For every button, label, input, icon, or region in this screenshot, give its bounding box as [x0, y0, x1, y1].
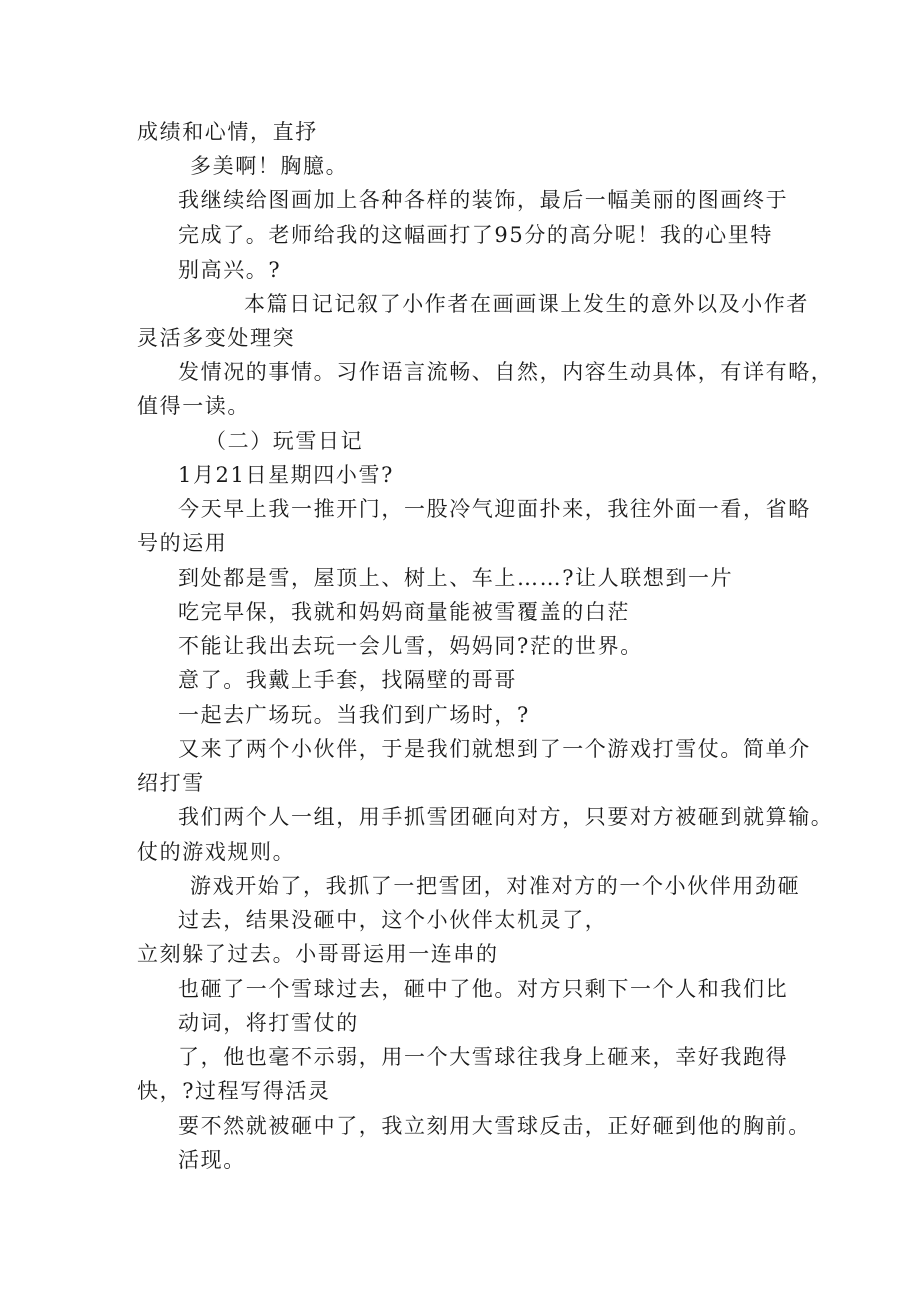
text-line: 仗的游戏规则。: [137, 840, 296, 864]
text-line: 多美啊！胸臆。: [190, 154, 349, 178]
text-line: 又来了两个小伙伴，于是我们就想到了一个游戏打雪仗。简单介: [178, 737, 811, 761]
text-line: 我们两个人一组，用手抓雪团砸向对方，只要对方被砸到就算输。: [178, 805, 834, 829]
text-line: 成绩和心情，直抒: [137, 120, 318, 144]
text-line: 游戏开始了，我抓了一把雪团，对准对方的一个小伙伴用劲砸: [190, 874, 801, 898]
text-line: 发情况的事情。习作语言流畅、自然，内容生动具体，有详有略，: [178, 360, 834, 384]
text-line: 完成了。老师给我的这幅画打了95分的高分呢！我的心里特: [178, 223, 773, 247]
text-line: 也砸了一个雪球过去，砸中了他。对方只剩下一个人和我们比: [178, 977, 789, 1001]
text-line: 一起去广场玩。当我们到广场时，?: [178, 703, 530, 727]
text-line: 活现。: [178, 1148, 246, 1172]
text-line: 动词，将打雪仗的: [178, 1011, 359, 1035]
text-line: 本篇日记记叙了小作者在画画课上发生的意外以及小作者: [244, 292, 809, 316]
text-line: 快，?过程写得活灵: [137, 1079, 331, 1103]
section-heading: （二）玩雪日记: [205, 429, 364, 453]
text-line: 立刻躲了过去。小哥哥运用一连串的: [137, 942, 499, 966]
text-line: 到处都是雪，屋顶上、树上、车上……?让人联想到一片: [178, 566, 734, 590]
text-line: 值得一读。: [137, 394, 250, 418]
text-line: 我继续给图画加上各种各样的装饰，最后一幅美丽的图画终于: [178, 188, 789, 212]
text-line: 号的运用: [137, 531, 228, 555]
text-line: 不能让我出去玩一会儿雪，妈妈同?茫的世界。: [178, 634, 643, 658]
text-line: 吃完早保，我就和妈妈商量能被雪覆盖的白茫: [178, 600, 630, 624]
text-line: 今天早上我一推开门，一股冷气迎面扑来，我往外面一看，省略: [178, 497, 811, 521]
text-line: 意了。我戴上手套，找隔壁的哥哥: [178, 668, 517, 692]
text-line: 了，他也毫不示弱，用一个大雪球往我身上砸来，幸好我跑得: [178, 1045, 789, 1069]
text-line: 要不然就被砸中了，我立刻用大雪球反击，正好砸到他的胸前。: [178, 1114, 811, 1138]
text-line: 灵活多变处理突: [137, 326, 296, 350]
text-line: 别高兴。?: [178, 258, 282, 282]
text-line: 1月21日星期四小雪?: [178, 463, 394, 487]
text-line: 绍打雪: [137, 771, 205, 795]
text-line: 过去，结果没砸中，这个小伙伴太机灵了，: [178, 908, 608, 932]
